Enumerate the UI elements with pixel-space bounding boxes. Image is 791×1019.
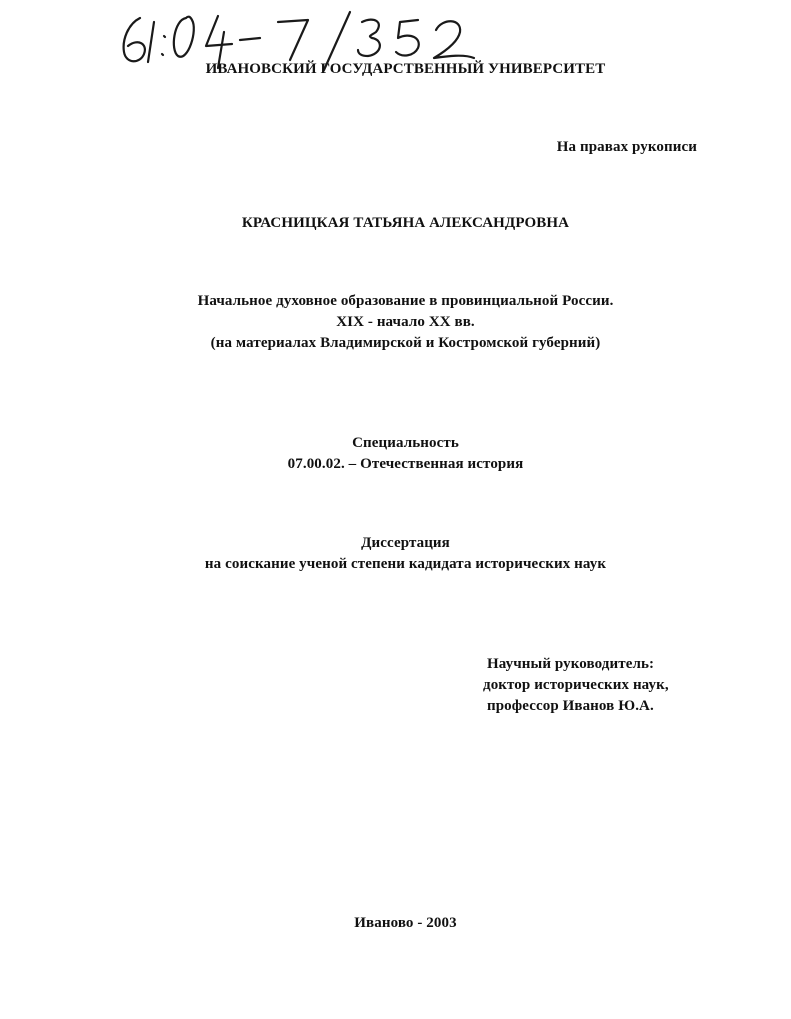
university-name: ИВАНОВСКИЙ ГОСУДАРСТВЕННЫЙ УНИВЕРСИТЕТ <box>205 61 606 77</box>
supervisor-degree: доктор исторических наук, <box>483 677 669 693</box>
title-line-3: (на материалах Владимирской и Костромской губерний) <box>210 335 601 351</box>
dissertation-label: Диссертация <box>361 535 450 551</box>
title-line-1: Начальное духовное образование в провинциальной России. <box>197 293 614 309</box>
supervisor-label: Научный руководитель: <box>487 656 655 672</box>
title-line-2: XIX - начало XX вв. <box>336 314 475 330</box>
city-year: Иваново - 2003 <box>354 915 457 931</box>
rights-note: На правах рукописи <box>556 139 697 155</box>
specialty-label: Специальность <box>352 435 459 451</box>
author-name: КРАСНИЦКАЯ ТАТЬЯНА АЛЕКСАНДРОВНА <box>241 215 570 231</box>
supervisor-name: профессор Иванов Ю.А. <box>487 698 654 714</box>
degree-description: на соискание ученой степени кадидата исторических наук <box>204 556 607 572</box>
specialty-value: 07.00.02. – Отечественная история <box>287 456 524 472</box>
